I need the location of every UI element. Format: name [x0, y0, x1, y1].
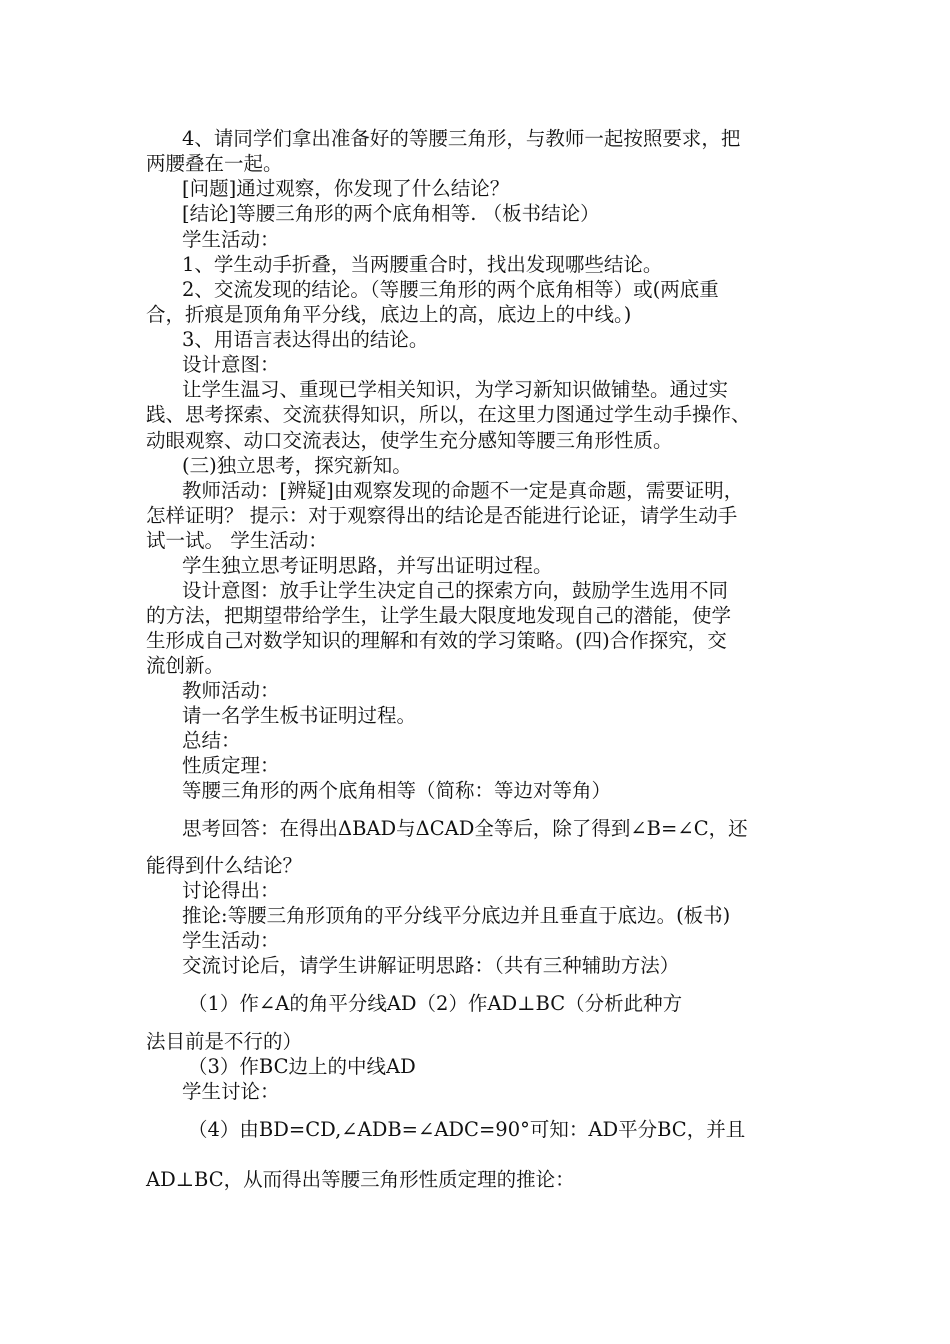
paragraph-line: (三)独立思考，探究新知。 — [182, 454, 412, 477]
paragraph-line: 两腰叠在一起。 — [146, 152, 283, 175]
paragraph-line: 学生独立思考证明思路，并写出证明过程。 — [182, 554, 553, 577]
paragraph-line: 3、用语言表达得出的结论。 — [182, 328, 429, 351]
paragraph-line: 4、请同学们拿出准备好的等腰三角形，与教师一起按照要求，把 — [182, 127, 741, 150]
paragraph-line: 教师活动： — [182, 679, 280, 702]
paragraph-line: AD⊥BC，从而得出等腰三角形性质定理的推论： — [146, 1168, 575, 1191]
paragraph-line: 让学生温习、重现已学相关知识，为学习新知识做铺垫。通过实 — [182, 378, 729, 401]
paragraph-line: 流创新。 — [146, 654, 225, 677]
paragraph-line: 讨论得出： — [182, 879, 280, 902]
paragraph-line: 学生活动： — [182, 228, 280, 251]
paragraph-line: 的方法，把期望带给学生，让学生最大限度地发现自己的潜能，使学 — [146, 604, 732, 627]
paragraph-line: 2、交流发现的结论。（等腰三角形的两个底角相等）或(两底重 — [182, 278, 719, 301]
paragraph-line: 请一名学生板书证明过程。 — [182, 704, 417, 727]
paragraph-line: 学生活动： — [182, 929, 280, 952]
paragraph-line: （4）由BD=CD,∠ADB=∠ADC=90°可知：AD平分BC，并且 — [188, 1118, 746, 1141]
paragraph-line: 学生讨论： — [182, 1080, 280, 1103]
paragraph-line: [结论]等腰三角形的两个底角相等. （板书结论） — [182, 202, 600, 225]
paragraph-line: 怎样证明？ 提示：对于观察得出的结论是否能进行论证，请学生动手 — [146, 504, 738, 527]
paragraph-line: 设计意图：放手让学生决定自己的探索方向，鼓励学生选用不同 — [182, 579, 729, 602]
paragraph-line: 动眼观察、动口交流表达，使学生充分感知等腰三角形性质。 — [146, 429, 673, 452]
paragraph-line: 试一试。 学生活动： — [146, 529, 328, 552]
paragraph-line: 推论:等腰三角形顶角的平分线平分底边并且垂直于底边。(板书) — [182, 904, 731, 927]
paragraph-line: 合，折痕是顶角角平分线，底边上的高，底边上的中线。) — [146, 303, 632, 326]
paragraph-line: 等腰三角形的两个底角相等（简称：等边对等角） — [182, 779, 612, 802]
paragraph-line: 生形成自己对数学知识的理解和有效的学习策略。(四)合作探究，交 — [146, 629, 727, 652]
paragraph-line: （3）作BC边上的中线AD — [188, 1055, 416, 1078]
paragraph-line: （1）作∠A的角平分线AD（2）作AD⊥BC（分析此种方 — [188, 992, 683, 1015]
paragraph-line: 践、思考探索、交流获得知识，所以，在这里力图通过学生动手操作、 — [146, 403, 751, 426]
paragraph-line: 教师活动：[辨疑]由观察发现的命题不一定是真命题，需要证明， — [182, 479, 744, 502]
paragraph-line: [问题]通过观察，你发现了什么结论？ — [182, 177, 510, 200]
paragraph-line: 能得到什么结论？ — [146, 854, 303, 877]
paragraph-line: 法目前是不行的） — [146, 1030, 303, 1053]
paragraph-line: 1、学生动手折叠，当两腰重合时，找出发现哪些结论。 — [182, 253, 663, 276]
paragraph-line: 总结： — [182, 729, 241, 752]
paragraph-line: 交流讨论后，请学生讲解证明思路：（共有三种辅助方法） — [182, 954, 680, 977]
paragraph-line: 性质定理： — [182, 754, 280, 777]
paragraph-line: 设计意图： — [182, 353, 280, 376]
paragraph-line: 思考回答：在得出ΔBAD与ΔCAD全等后，除了得到∠B=∠C，还 — [182, 817, 748, 840]
